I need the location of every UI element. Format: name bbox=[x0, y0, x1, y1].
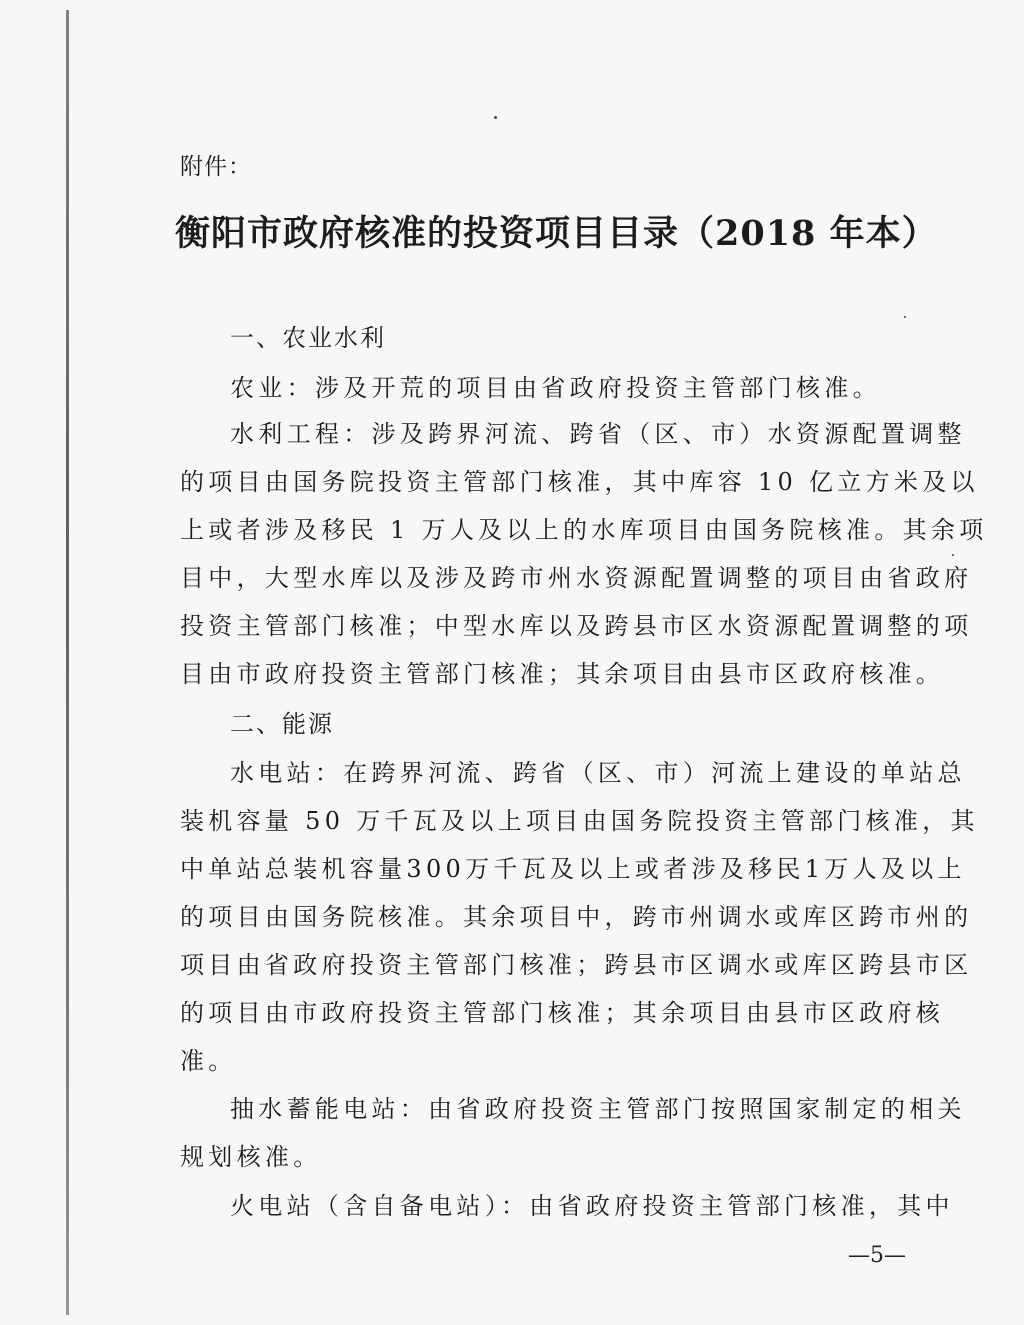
paragraph-line: 上或者涉及移民 1 万人及以上的水库项目由国务院核准。其余项 bbox=[180, 516, 988, 544]
scan-speck bbox=[904, 316, 906, 318]
paragraph-line: 目中，大型水库以及涉及跨市州水资源配置调整的项目由省政府 bbox=[180, 564, 973, 592]
paragraph-line: 的项目由国务院投资主管部门核准，其中库容 10 亿立方米及以 bbox=[180, 468, 979, 496]
paragraph-line: 装机容量 50 万千瓦及以上项目由国务院投资主管部门核准，其 bbox=[180, 807, 979, 835]
paragraph-line: 中单站总装机容量300万千瓦及以上或者涉及移民1万人及以上 bbox=[180, 855, 966, 883]
paragraph-line: 目由市政府投资主管部门核准；其余项目由县市区政府核准。 bbox=[180, 660, 945, 688]
paragraph-line: 规划核准。 bbox=[180, 1143, 322, 1171]
paragraph-line: 的项目由市政府投资主管部门核准；其余项目由县市区政府核 bbox=[180, 999, 945, 1027]
page-number: —5— bbox=[848, 1243, 906, 1268]
paragraph-line: 农业：涉及开荒的项目由省政府投资主管部门核准。 bbox=[230, 374, 881, 402]
paragraph-line: 的项目由国务院核准。其余项目中，跨市州调水或库区跨市州的 bbox=[180, 903, 973, 931]
document-title: 衡阳市政府核准的投资项目目录（2018 年本） bbox=[175, 213, 938, 254]
section-heading-agriculture-water: 一、农业水利 bbox=[230, 324, 386, 352]
scan-binding-edge bbox=[66, 10, 69, 1315]
paragraph-line: 准。 bbox=[180, 1047, 237, 1075]
scan-speck bbox=[952, 554, 954, 556]
section-heading-energy: 二、能源 bbox=[230, 710, 334, 738]
scan-speck bbox=[494, 116, 497, 119]
paragraph-line: 水利工程：涉及跨界河流、跨省（区、市）水资源配置调整 bbox=[230, 420, 966, 448]
paragraph-line: 投资主管部门核准；中型水库以及跨县市区水资源配置调整的项 bbox=[180, 612, 973, 640]
paragraph-line: 项目由省政府投资主管部门核准；跨县市区调水或库区跨县市区 bbox=[180, 951, 973, 979]
paragraph-line: 抽水蓄能电站：由省政府投资主管部门按照国家制定的相关 bbox=[230, 1095, 966, 1123]
paragraph-line: 火电站（含自备电站）：由省政府投资主管部门核准，其中 bbox=[230, 1192, 954, 1220]
attachment-label: 附件： bbox=[180, 154, 252, 180]
paragraph-line: 水电站：在跨界河流、跨省（区、市）河流上建设的单站总 bbox=[230, 759, 966, 787]
